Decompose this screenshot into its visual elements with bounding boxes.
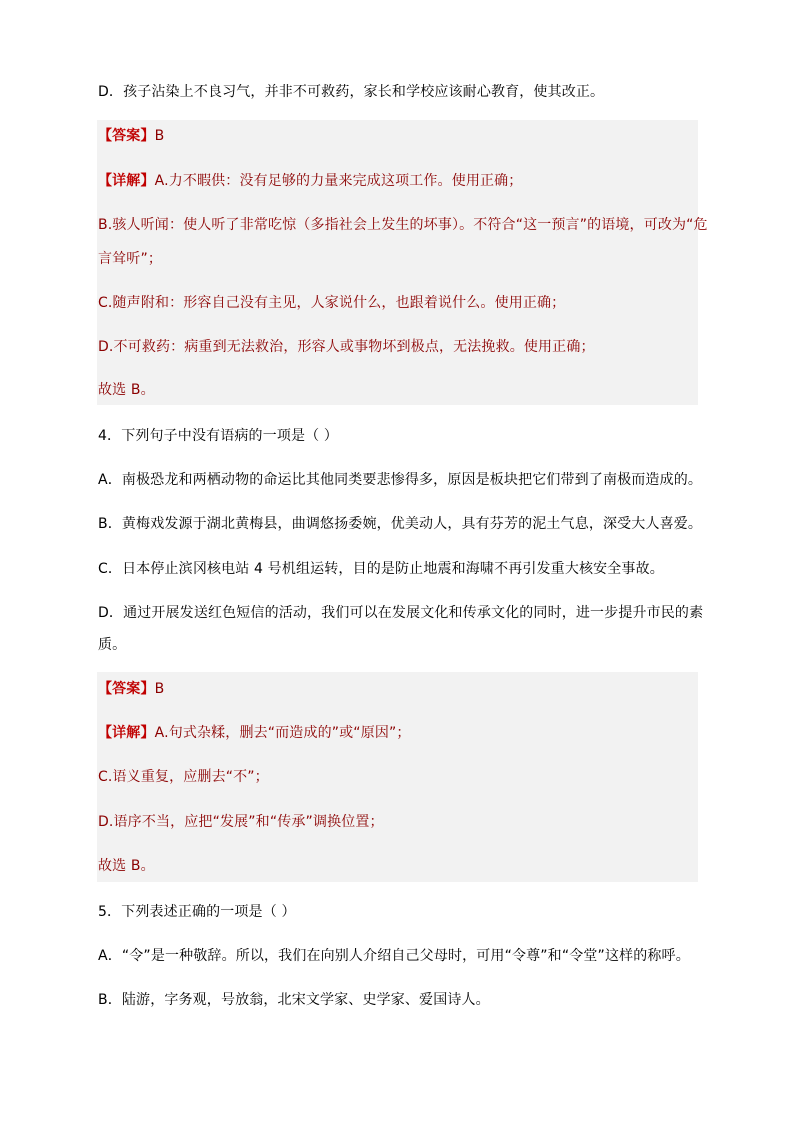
answer-tag: 【答案】 <box>98 128 155 144</box>
q4-stem: 4．下列句子中没有语病的一项是（ ） <box>98 428 339 444</box>
q3-conclusion: 故选 B。 <box>98 382 155 398</box>
q5-option-b: B．陆游，字务观，号放翁，北宋文学家、史学家、爱国诗人。 <box>98 992 490 1008</box>
q3-detail-a: 【详解】A.力不暇供：没有足够的力量来完成这项工作。使用正确； <box>98 173 523 189</box>
q4-detail-d: D.语序不当，应把“发展”和“传承”调换位置； <box>98 814 384 830</box>
detail-tag: 【详解】 <box>98 173 155 189</box>
q3-detail-d: D.不可救药：病重到无法救治，形容人或事物坏到极点，无法挽救。使用正确； <box>98 339 595 355</box>
answer-value: B <box>154 681 165 697</box>
q4-conclusion: 故选 B。 <box>98 858 155 874</box>
answer-tag: 【答案】 <box>98 681 155 697</box>
q3-option-d: D．孩子沾染上不良习气，并非不可救药，家长和学校应该耐心教育，使其改正。 <box>98 84 605 100</box>
q4-option-d-line2: 质。 <box>98 637 127 653</box>
q4-option-b: B．黄梅戏发源于湖北黄梅县，曲调悠扬委婉，优美动人，具有芬芳的泥土气息，深受大人喜爱。 <box>98 516 703 532</box>
q4-option-c: C．日本停止滨冈核电站 4 号机组运转，目的是防止地震和海啸不再引发重大核安全事故。 <box>98 561 664 577</box>
q4-detail-c: C.语义重复，应删去“不”； <box>98 769 269 785</box>
q5-option-a: A．“令”是一种敬辞。所以，我们在向别人介绍自己父母时，可用“令尊”和“令堂”这样的称呼。 <box>98 948 690 964</box>
q3-detail-b-line2: 言耸听”； <box>98 251 163 267</box>
detail-tag: 【详解】 <box>98 725 155 741</box>
q4-detail-a: 【详解】A.句式杂糅，删去“而造成的”或“原因”； <box>98 725 411 741</box>
answer-value: B <box>154 128 165 144</box>
q3-answer-line <box>98 127 698 145</box>
q5-stem: 5．下列表述正确的一项是（ ） <box>98 904 296 920</box>
q4-option-a: A．南极恐龙和两栖动物的命运比其他同类要悲惨得多，原因是板块把它们带到了南极而造成的。 <box>98 472 703 488</box>
q4-answer-line <box>98 680 698 698</box>
q3-detail-c: C.随声附和：形容自己没有主见，人家说什么，也跟着说什么。使用正确； <box>98 295 566 311</box>
q4-option-d-line1: D．通过开展发送红色短信的活动，我们可以在发展文化和传承文化的同时，进一步提升市民的素 <box>98 605 704 621</box>
q3-detail-b-line1: B.骇人听闻：使人听了非常吃惊（多指社会上发生的坏事）。不符合“这一预言”的语境，可改为“危 <box>98 217 708 233</box>
